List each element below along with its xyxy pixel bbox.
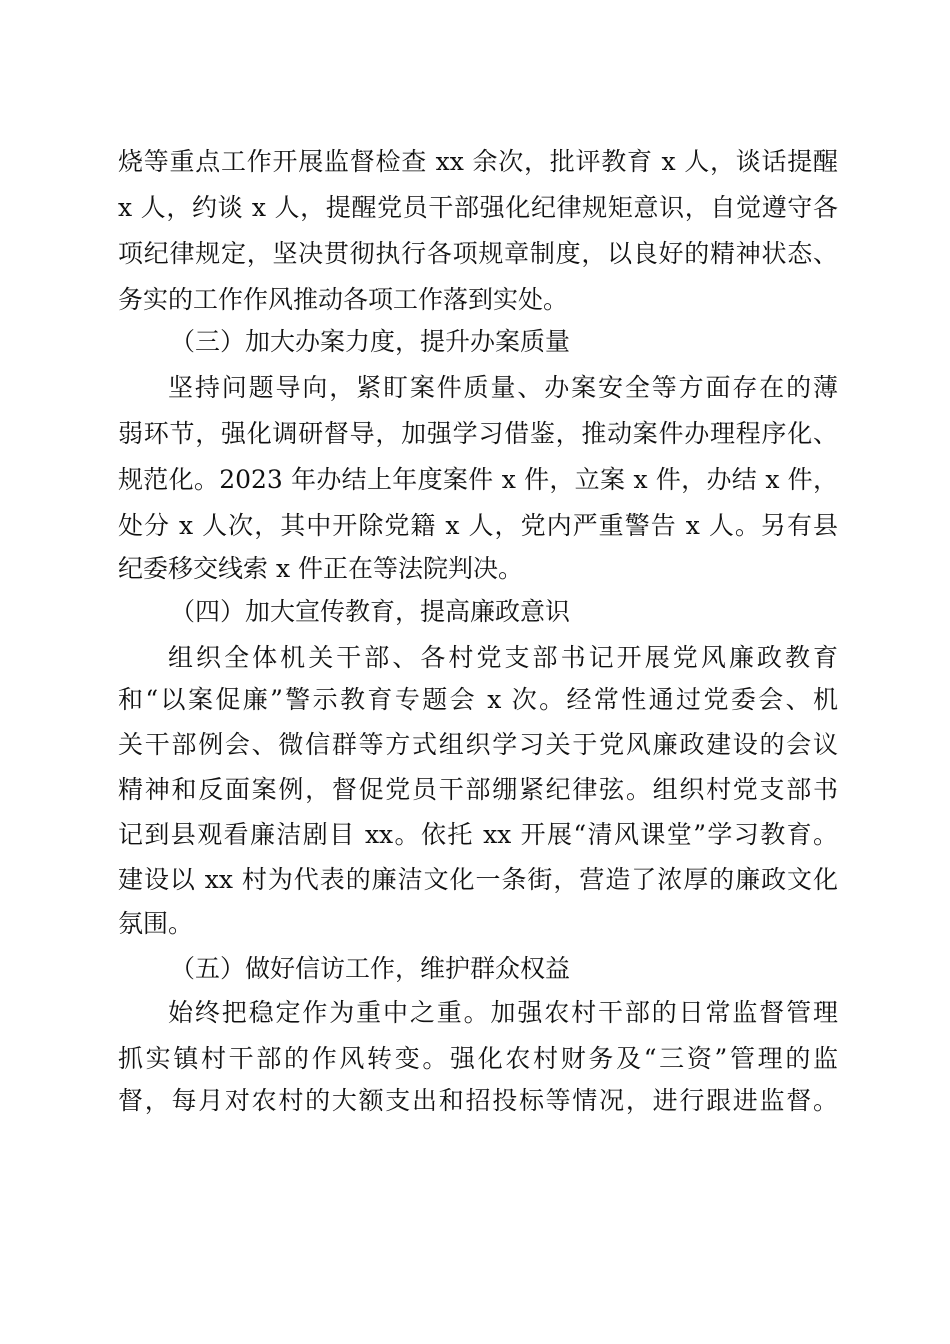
paragraph-line: 精神和反面案例，督促党员干部绷紧纪律弦。组织村党支部书 [118, 775, 838, 804]
paragraph-line: x 人，约谈 x 人，提醒党员干部强化纪律规矩意识，自觉遵守各 [118, 193, 838, 222]
paragraph-line: 建设以 xx 村为代表的廉洁文化一条街，营造了浓厚的廉政文化 [118, 865, 838, 894]
paragraph-line: 关干部例会、微信群等方式组织学习关于党风廉政建设的会议 [118, 730, 838, 759]
section-heading-3: （三）加大办案力度，提升办案质量 [170, 327, 571, 356]
paragraph-line: 规范化。2023 年办结上年度案件 x 件，立案 x 件，办结 x 件， [118, 465, 838, 494]
paragraph-line: 氛围。 [118, 909, 194, 938]
paragraph-line: 始终把稳定作为重中之重。加强农村干部的日常监督管理 [168, 998, 838, 1027]
paragraph-line: 处分 x 人次，其中开除党籍 x 人，党内严重警告 x 人。另有县 [118, 511, 838, 540]
paragraph-line: 和“以案促廉”警示教育专题会 x 次。经常性通过党委会、机 [118, 685, 838, 714]
paragraph-line: 纪委移交线索 x 件正在等法院判决。 [118, 554, 523, 583]
paragraph-line: 抓实镇村干部的作风转变。强化农村财务及“三资”管理的监 [118, 1044, 838, 1073]
paragraph-line: 烧等重点工作开展监督检查 xx 余次，批评教育 x 人，谈话提醒 [118, 147, 838, 176]
paragraph-line: 弱环节，强化调研督导，加强学习借鉴，推动案件办理程序化、 [118, 419, 838, 448]
section-heading-4: （四）加大宣传教育，提高廉政意识 [170, 597, 571, 626]
paragraph-line: 督，每月对农村的大额支出和招投标等情况，进行跟进监督。 [118, 1086, 838, 1115]
paragraph-line: 务实的工作作风推动各项工作落到实处。 [118, 285, 569, 314]
section-heading-5: （五）做好信访工作，维护群众权益 [170, 954, 571, 983]
paragraph-line: 组织全体机关干部、各村党支部书记开展党风廉政教育 [168, 643, 838, 672]
paragraph-line: 坚持问题导向，紧盯案件质量、办案安全等方面存在的薄 [168, 373, 838, 402]
paragraph-line: 记到县观看廉洁剧目 xx。依托 xx 开展“清风课堂”学习教育。 [118, 820, 838, 849]
paragraph-line: 项纪律规定，坚决贯彻执行各项规章制度，以良好的精神状态、 [118, 239, 838, 268]
